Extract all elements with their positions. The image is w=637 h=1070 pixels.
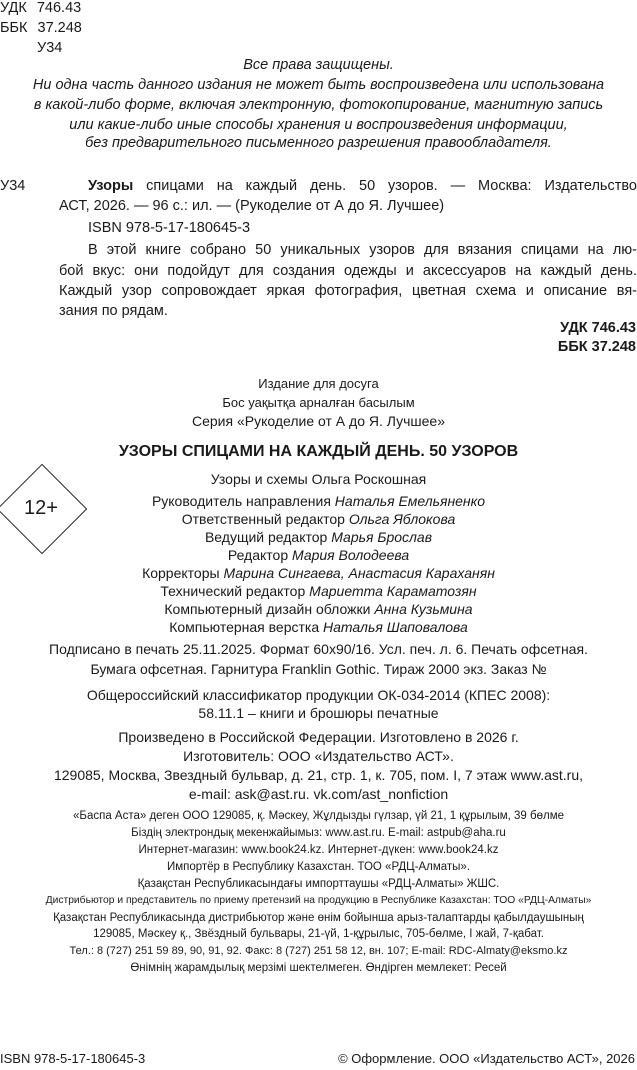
print-info-line: Подписано в печать 25.11.2025. Формат 60х90/16. Усл. печ. л. 6. Печать офсетная. bbox=[49, 641, 588, 657]
credit-line: Руководитель направления Наталья Емельяненко bbox=[151, 493, 486, 509]
kz-info-line: 129085, Мәскеу қ., Звёздный бульвары, 21-үй, 1-құрылыс, 705-бөлме, I жай, 7-қабат. bbox=[93, 928, 544, 940]
udk-label: УДК bbox=[0, 0, 27, 16]
annotation-line: зания по рядам. bbox=[59, 303, 168, 319]
manufacturer-line: 129085, Москва, Звездный бульвар, д. 21, стр. 1, к. 705, пом. I, 7 этаж www.ast.ru, bbox=[53, 767, 584, 783]
footer-isbn: ISBN 978-5-17-180645-3 bbox=[0, 1051, 146, 1066]
footer-copyright: © Оформление. ООО «Издательство АСТ», 2026 bbox=[338, 1051, 635, 1066]
udk-code: 746.43 bbox=[36, 0, 82, 16]
udk-line bbox=[0, 0, 81, 18]
credit-line: Корректоры Марина Сингаева, Анастасия Караханян bbox=[142, 565, 495, 581]
authors-line: Узоры и схемы Ольга Роскошная bbox=[210, 471, 427, 487]
rights-line: в какой-либо форме, включая электронную, фотокопирование, магнитную запись bbox=[33, 97, 604, 113]
kz-info-line: Дистрибьютор и представитель по приему претензий на продукцию в Республике Казахстан: ТОО «РДЦ-Алматы» bbox=[45, 895, 592, 906]
bbk-label: ББК bbox=[0, 20, 28, 36]
kz-info-line: Тел.: 8 (727) 251 59 89, 90, 91, 92. Факс: 8 (727) 251 58 12, вн. 107; E-mail: RDC-Almaty@eksmo.kz bbox=[69, 945, 568, 957]
kz-info-line: Біздің электрондық мекенжайымыз: www.ast.ru. E-mail: astpub@aha.ru bbox=[131, 827, 506, 839]
rights-line: Все права защищены. bbox=[243, 57, 394, 73]
credit-line: Компьютерный дизайн обложки Анна Кузьмина bbox=[164, 601, 473, 617]
age-rating-label: 12+ bbox=[24, 497, 58, 519]
biblio-mark: У34 bbox=[0, 178, 26, 194]
bbk-line bbox=[0, 18, 82, 38]
credit-line: Технический редактор Мариетта Караматозян bbox=[160, 583, 477, 599]
credit-line: Редактор Мария Володеева bbox=[227, 547, 410, 563]
classifier-line: Общероссийский классификатор продукции ОК-034-2014 (КПЕС 2008): bbox=[86, 687, 551, 703]
book-title: УЗОРЫ СПИЦАМИ НА КАЖДЫЙ ДЕНЬ. 50 УЗОРОВ bbox=[118, 443, 519, 460]
kz-info-line: Импортёр в Республику Казахстан. ТОО «РДЦ-Алматы». bbox=[166, 861, 471, 873]
print-info-line: Бумага офсетная. Гарнитура Franklin Gothic. Тираж 2000 экз. Заказ № bbox=[90, 661, 547, 677]
kz-info-line: «Баспа Аста» деген ООО 129085, қ. Мәскеу, Жұлдызды гүлзар, үй 21, 1 құрылым, 39 бөлме bbox=[73, 810, 564, 822]
rights-line: без предварительного письменного разрешения правообладателя. bbox=[85, 135, 552, 151]
biblio-line: АСТ, 2026. — 96 с.: ил. — (Рукоделие от А до Я. Лучшее) bbox=[59, 198, 445, 214]
rights-line: или какие-либо иные способы хранения и воспроизведения информации, bbox=[69, 117, 568, 133]
kz-info-line: Өнімнің жарамдылық мерзімі шектелмеген. Өндірген мемлекет: Ресей bbox=[130, 962, 507, 974]
udk-full: УДК 746.43 bbox=[560, 320, 636, 336]
kz-info-line: Қазақстан Республикасында дистрибьютор және өнім бойынша арыз-талаптарды қабылдаушының bbox=[53, 912, 584, 924]
rights-line: Ни одна часть данного издания не может быть воспроизведена или использована bbox=[32, 77, 605, 93]
biblio-isbn: ISBN 978-5-17-180645-3 bbox=[88, 220, 251, 236]
biblio-title-bold: Узоры bbox=[88, 178, 134, 194]
purpose-ru: Издание для досуга bbox=[258, 376, 379, 391]
kz-info-line: Қазақстан Республикасындағы импорттаушы «РДЦ-Алматы» ЖШС. bbox=[137, 878, 500, 890]
bbk-full: ББК 37.248 bbox=[557, 339, 636, 355]
manufacturer-line: e-mail: ask@ast.ru. vk.com/ast_nonfiction bbox=[188, 786, 449, 802]
manufacturer-line: Произведено в Российской Федерации. Изготовлено в 2026 г. bbox=[118, 729, 519, 745]
credit-line: Ведущий редактор Марья Брослав bbox=[204, 529, 433, 545]
bbk-code: 37.248 bbox=[37, 20, 82, 36]
biblio-title-line bbox=[88, 176, 637, 196]
author-mark: У34 bbox=[37, 40, 63, 56]
credit-line: Компьютерная верстка Наталья Шаповалова bbox=[169, 619, 468, 635]
biblio-title-rest: спицами на каждый день. 50 узоров. — Москва: Издательство bbox=[146, 178, 637, 194]
classifier-line: 58.11.1 – книги и брошюры печатные bbox=[198, 705, 439, 721]
kz-info-line: Интернет-магазин: www.book24.kz. Интернет-дүкен: www.book24.kz bbox=[138, 844, 499, 856]
annotation-line: В этой книге собрано 50 уникальных узоров для вязания спицами на лю- bbox=[88, 242, 637, 258]
annotation-line: бой вкус: они подойдут для создания одежды и аксессуаров на каждый день. bbox=[59, 263, 637, 279]
credit-line: Ответственный редактор Ольга Яблокова bbox=[181, 511, 456, 527]
manufacturer-line: Изготовитель: ООО «Издательство АСТ». bbox=[183, 748, 454, 764]
series-line: Серия «Рукоделие от А до Я. Лучшее» bbox=[192, 413, 445, 429]
annotation-line: Каждый узор сопровождает яркая фотография, цветная схема и описание вя- bbox=[59, 283, 637, 299]
purpose-kz: Бос уақытқа арналған басылым bbox=[222, 395, 415, 410]
